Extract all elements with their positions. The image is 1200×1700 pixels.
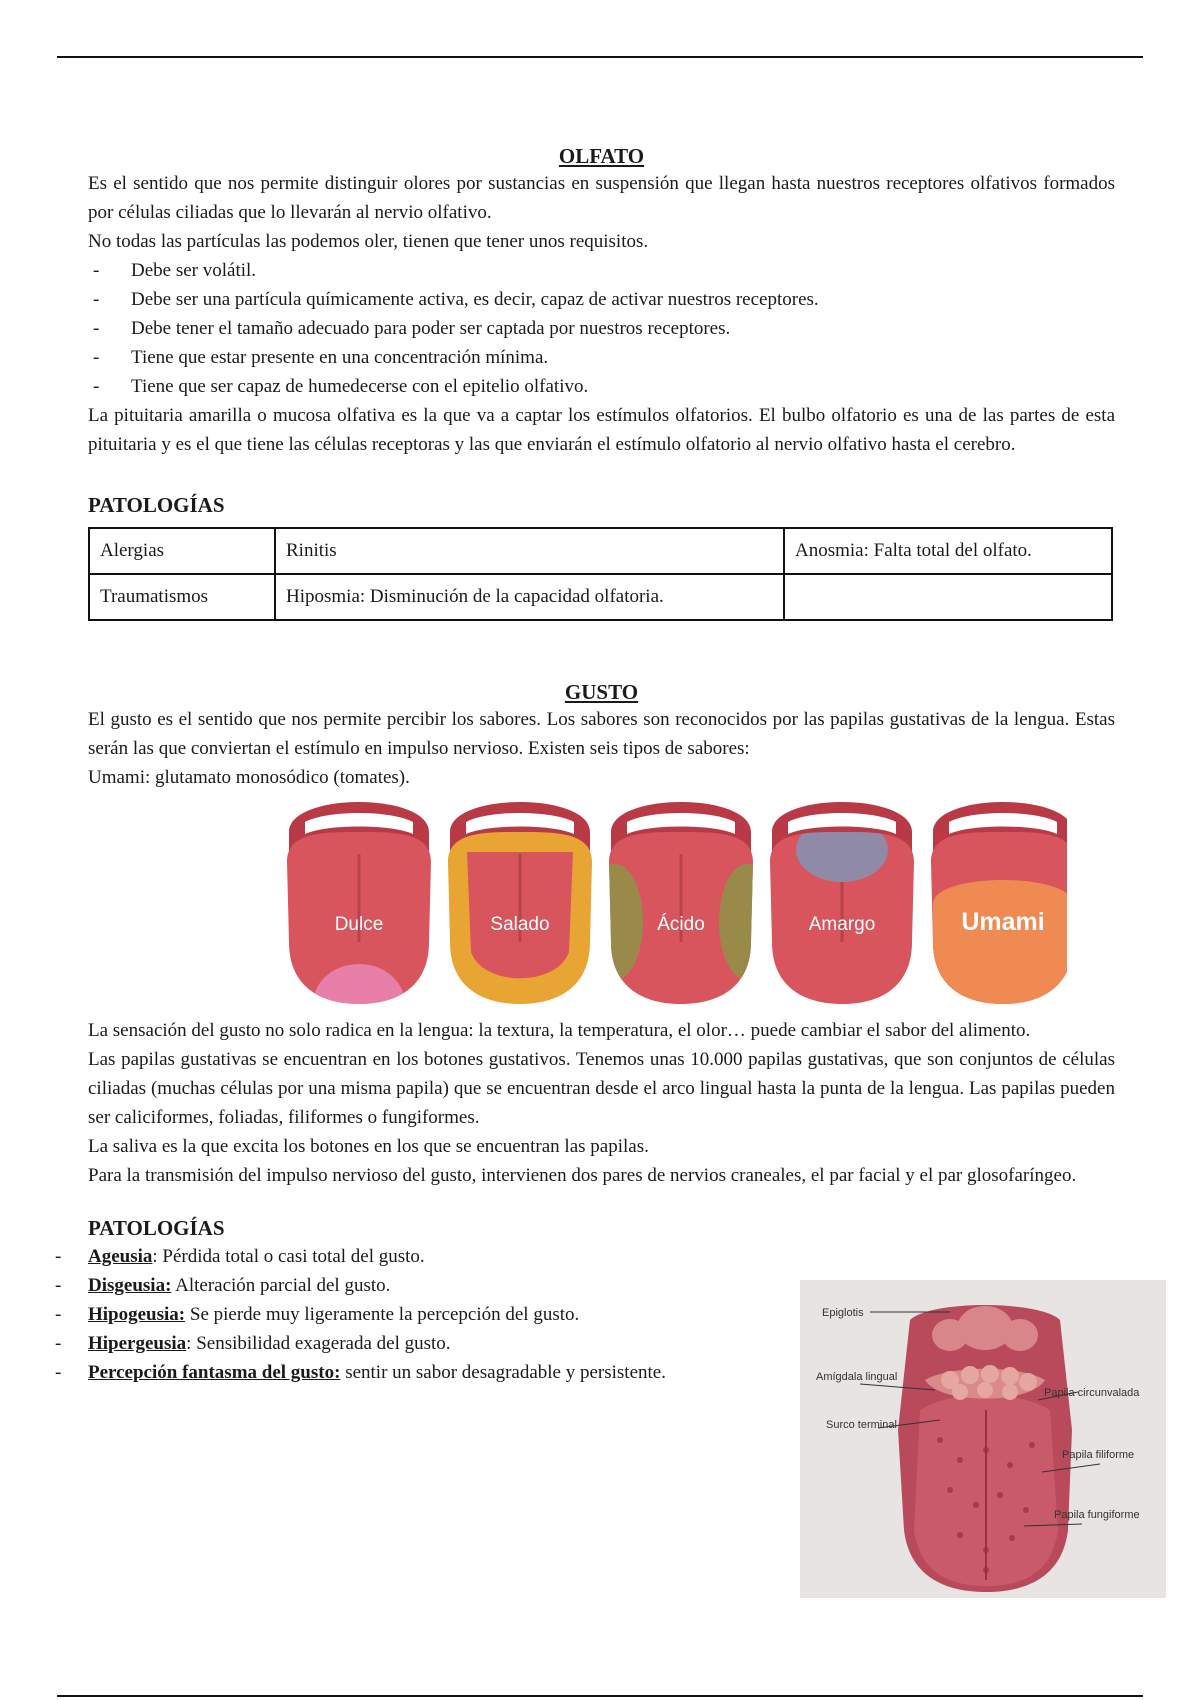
olfato-pituitaria: La pituitaria amarilla o mucosa olfativa es la que va a captar los estímulos olfatorios. El bulbo olfatorio es una de las partes de esta pituitaria y es el que tiene las células receptoras y las que enviarán el estímulo olfatorio al nervio olfativo hasta el cerebro. bbox=[88, 405, 1115, 455]
taste-label: Salado bbox=[489, 914, 550, 935]
olfato-patologias-table bbox=[88, 527, 1113, 621]
anatomy-label: Papila filiforme bbox=[1062, 1449, 1135, 1461]
pathology-desc: : Sensibilidad exagerada del gusto. bbox=[186, 1333, 451, 1354]
gusto-p1: La sensación del gusto no solo radica en la lengua: la textura, la temperatura, el olor… puede cambiar el sabor del alimento. bbox=[88, 1020, 1031, 1041]
taste-label: Umami bbox=[960, 908, 1045, 936]
anatomy-label: Papila circunvalada bbox=[1044, 1387, 1140, 1399]
list-item: - Debe tener el tamaño adecuado para poder ser captada por nuestros receptores. bbox=[88, 314, 1115, 343]
table-cell: Anosmia: Falta total del olfato. bbox=[784, 528, 1112, 574]
gusto-patologias-heading: PATOLOGÍAS bbox=[88, 1216, 225, 1240]
anatomy-label: Papila fungiforme bbox=[1054, 1509, 1140, 1521]
table-row bbox=[89, 528, 1112, 574]
olfato-requisitos-intro: No todas las partículas las podemos oler, tienen que tener unos requisitos. bbox=[88, 231, 649, 252]
list-item bbox=[55, 1242, 1082, 1271]
table-cell: Hiposmia: Disminución de la capacidad olfatoria. bbox=[275, 574, 784, 620]
pathology-term: Disgeusia: bbox=[88, 1275, 172, 1296]
list-item: - Tiene que estar presente en una concentración mínima. bbox=[88, 343, 1115, 372]
olfato-intro: Es el sentido que nos permite distinguir olores por sustancias en suspensión que llegan hasta nuestros receptores olfativos formados por células ciliadas que lo llevarán al nervio olfativo. bbox=[88, 173, 1115, 223]
olfato-patologias-heading: PATOLOGÍAS bbox=[88, 493, 225, 517]
taste-label: Dulce bbox=[334, 914, 383, 935]
list-item: - Debe ser volátil. bbox=[88, 256, 1115, 285]
list-item: - Tiene que ser capaz de humedecerse con el epitelio olfativo. bbox=[88, 372, 1115, 401]
gusto-p4: Para la transmisión del impulso nervioso del gusto, intervienen dos pares de nervios craneales, el par facial y el par glosofaríngeo. bbox=[88, 1165, 1077, 1186]
gusto-umami-line: Umami: glutamato monosódico (tomates). bbox=[88, 767, 410, 788]
taste-label: Amargo bbox=[808, 914, 875, 935]
table-cell: Alergias bbox=[89, 528, 275, 574]
tongue-salado bbox=[437, 802, 607, 1010]
gusto-p3: La saliva es la que excita los botones en los que se encuentran las papilas. bbox=[88, 1136, 649, 1157]
gusto-p2: Las papilas gustativas se encuentran en los botones gustativos. Tenemos unas 10.000 papilas gustativas, que son conjuntos de células ciliadas (muchas células por una misma papila) que se encuentran desde el arco lingual hasta la punta de la lengua. Las papilas pueden ser caliciformes, foliadas, filiformes o fungiformes. bbox=[88, 1049, 1115, 1128]
taste-label: Ácido bbox=[656, 914, 705, 935]
page-content bbox=[88, 143, 1115, 1387]
gusto-intro: El gusto es el sentido que nos permite percibir los sabores. Los sabores son reconocidos por las papilas gustativas de la lengua. Estas serán las que conviertan el estímulo en impulso nervioso. Existen seis tipos de sabores: bbox=[88, 709, 1115, 759]
pathology-desc: Alteración parcial del gusto. bbox=[171, 1275, 391, 1296]
taste-map-illustration bbox=[137, 792, 1067, 1010]
tongue-anatomy-figure bbox=[800, 1280, 1166, 1598]
pathology-term: Percepción fantasma del gusto: bbox=[88, 1362, 341, 1383]
anatomy-label: Epiglotis bbox=[822, 1307, 864, 1319]
tongue-acido bbox=[587, 802, 775, 1010]
anatomy-label: Surco terminal bbox=[826, 1419, 897, 1431]
pathology-term: Ageusia bbox=[88, 1246, 153, 1267]
pathology-desc: sentir un sabor desagradable y persistente. bbox=[340, 1362, 666, 1383]
gusto-title: GUSTO bbox=[564, 680, 639, 704]
pathology-term: Hipergeusia bbox=[88, 1333, 187, 1354]
list-item: - Debe ser una partícula químicamente activa, es decir, capaz de activar nuestros receptores. bbox=[88, 285, 1115, 314]
table-cell bbox=[784, 574, 1112, 620]
bottom-rule bbox=[57, 1695, 1143, 1697]
anatomy-label: Amígdala lingual bbox=[816, 1371, 898, 1383]
pathology-term: Hipogeusia: bbox=[88, 1304, 186, 1325]
tongue-dulce bbox=[277, 802, 447, 1010]
tongue-umami bbox=[917, 802, 1067, 1010]
table-row bbox=[89, 574, 1112, 620]
top-rule bbox=[57, 56, 1143, 58]
pathology-desc: : Pérdida total o casi total del gusto. bbox=[152, 1246, 425, 1267]
pathology-desc: Se pierde muy ligeramente la percepción del gusto. bbox=[185, 1304, 580, 1325]
tongue-amargo bbox=[757, 802, 927, 1010]
table-cell: Traumatismos bbox=[89, 574, 275, 620]
olfato-requisitos-list bbox=[88, 256, 1115, 401]
olfato-title: OLFATO bbox=[558, 144, 645, 168]
table-cell: Rinitis bbox=[275, 528, 784, 574]
